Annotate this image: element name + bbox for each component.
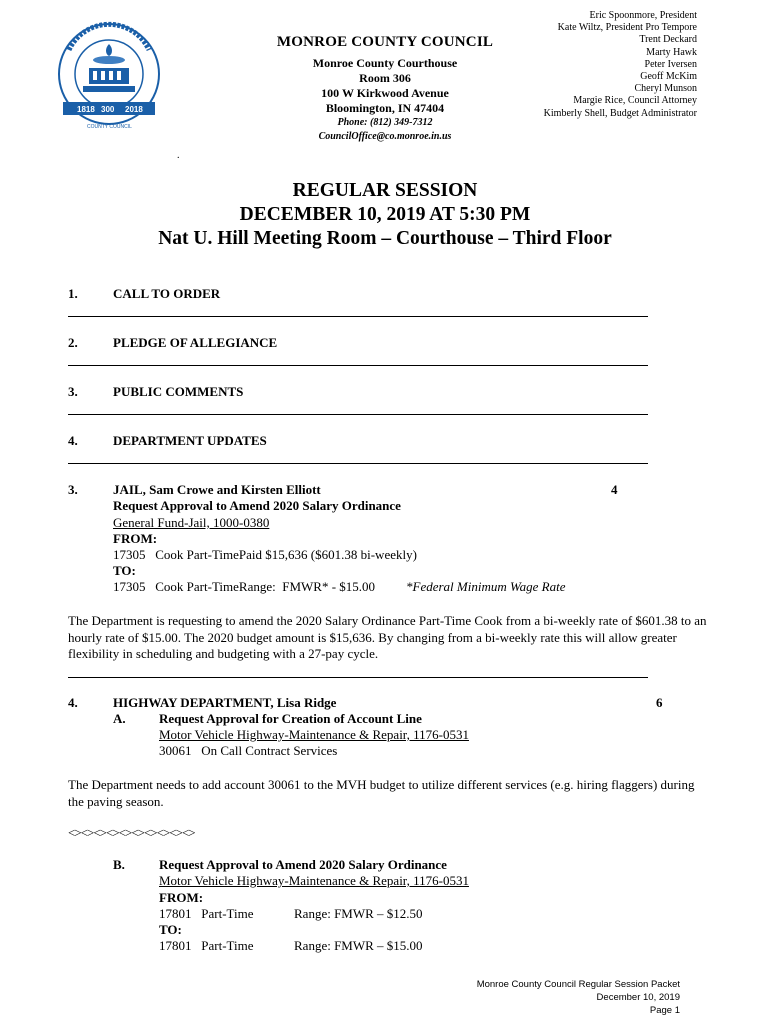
council-name: MONROE COUNTY COUNCIL bbox=[276, 34, 494, 50]
item-heading: HIGHWAY DEPARTMENT, Lisa Ridge bbox=[113, 695, 337, 710]
divider bbox=[68, 365, 648, 366]
stray-dot: . bbox=[177, 150, 180, 161]
highway-description: The Department needs to add account 30061 to the MVH budget to utilize different services (e.g. hiring flaggers) during the paving season. bbox=[68, 777, 695, 809]
item-number: 2. bbox=[68, 335, 78, 350]
divider bbox=[68, 414, 648, 415]
account-line: 30061 On Call Contract Services bbox=[159, 743, 338, 758]
request-title: Request Approval to Amend 2020 Salary Ordinance bbox=[113, 498, 401, 513]
svg-text:2018: 2018 bbox=[125, 105, 143, 114]
from-range: Range: FMWR – $12.50 bbox=[294, 906, 423, 921]
member-name: Marty Hawk bbox=[646, 46, 697, 58]
fund-line: General Fund-Jail, 1000-0380 bbox=[113, 515, 270, 530]
member-name: Margie Rice, Council Attorney bbox=[573, 95, 697, 107]
from-line: 17305 Cook Part-TimePaid $15,636 ($601.38 bi-weekly) bbox=[113, 547, 417, 562]
request-title: Request Approval for Creation of Account Line bbox=[159, 711, 422, 726]
to-range: Range: FMWR – $15.00 bbox=[294, 938, 423, 953]
subitem-letter: B. bbox=[113, 857, 125, 872]
footer-packet-title: Monroe County Council Regular Session Packet bbox=[476, 979, 680, 990]
from-code: 17801 Part-Time bbox=[159, 906, 254, 921]
session-title: REGULAR SESSION bbox=[292, 180, 478, 201]
street-line: 100 W Kirkwood Avenue bbox=[321, 86, 449, 100]
council-members-list bbox=[544, 10, 697, 120]
subitem-letter: A. bbox=[113, 711, 126, 726]
member-name: Kate Wiltz, President Pro Tempore bbox=[557, 22, 697, 34]
item-number: 4. bbox=[68, 695, 78, 710]
divider bbox=[68, 316, 648, 317]
member-name: Kimberly Shell, Budget Administrator bbox=[543, 107, 697, 119]
city-line: Bloomington, IN 47404 bbox=[325, 101, 445, 115]
page-reference: 4 bbox=[611, 482, 618, 497]
session-date: DECEMBER 10, 2019 AT 5:30 PM bbox=[239, 204, 531, 225]
session-location: Nat U. Hill Meeting Room – Courthouse – Third Floor bbox=[158, 228, 612, 249]
from-label: FROM: bbox=[113, 531, 158, 546]
item-number: 3. bbox=[68, 482, 78, 497]
member-name: Geoff McKim bbox=[640, 71, 697, 83]
item-number: 4. bbox=[68, 433, 78, 448]
from-label: FROM: bbox=[159, 890, 204, 905]
item-number: 1. bbox=[68, 286, 78, 301]
council-address-block bbox=[250, 34, 520, 144]
page-footer bbox=[477, 978, 680, 1017]
to-line: 17305 Cook Part-TimeRange: FMWR* - $15.00 bbox=[113, 579, 376, 594]
bicentennial-seal-logo bbox=[55, 20, 163, 135]
separator: <><><><><><><><><><> bbox=[68, 825, 195, 840]
footer-page-number: Page 1 bbox=[649, 1005, 680, 1016]
item-heading: JAIL, Sam Crowe and Kirsten Elliott bbox=[113, 482, 321, 497]
page-reference: 6 bbox=[656, 695, 663, 710]
item-heading: CALL TO ORDER bbox=[113, 286, 221, 301]
member-name: Cheryl Munson bbox=[634, 83, 697, 95]
email-line: CouncilOffice@co.monroe.in.us bbox=[318, 131, 452, 142]
to-label: TO: bbox=[113, 563, 136, 578]
fund-line: Motor Vehicle Highway-Maintenance & Repair, 1176-0531 bbox=[159, 727, 469, 742]
to-code: 17801 Part-Time bbox=[159, 938, 254, 953]
item-number: 3. bbox=[68, 384, 78, 399]
member-name: Eric Spoonmore, President bbox=[589, 10, 697, 21]
wage-rate-note: *Federal Minimum Wage Rate bbox=[406, 579, 566, 594]
to-label: TO: bbox=[159, 922, 182, 937]
courthouse-line: Monroe County Courthouse bbox=[312, 56, 458, 70]
svg-text:COUNTY COUNCIL: COUNTY COUNCIL bbox=[87, 124, 132, 130]
divider bbox=[68, 463, 648, 464]
request-title: Request Approval to Amend 2020 Salary Ordinance bbox=[159, 857, 447, 872]
room-line: Room 306 bbox=[359, 71, 411, 85]
member-name: Peter Iversen bbox=[644, 58, 697, 70]
member-name: Trent Deckard bbox=[639, 34, 697, 46]
phone-line: Phone: (812) 349-7312 bbox=[337, 117, 433, 128]
jail-description: The Department is requesting to amend the 2020 Salary Ordinance Part-Time Cook from a bi-weekly rate of $601.38 to an hourly rate of $15.00. The 2020 budget amount is $15,636. By changing from a bi-weekly rate this will allow greater flexibility in scheduling and budgeting with a 27-pay cycle. bbox=[68, 613, 707, 661]
svg-text:1818: 1818 bbox=[77, 105, 95, 114]
footer-date: December 10, 2019 bbox=[596, 992, 680, 1003]
divider bbox=[68, 677, 648, 678]
item-heading: DEPARTMENT UPDATES bbox=[113, 433, 267, 448]
item-heading: PLEDGE OF ALLEGIANCE bbox=[113, 335, 278, 350]
fund-line: Motor Vehicle Highway-Maintenance & Repair, 1176-0531 bbox=[159, 873, 469, 888]
svg-text:300: 300 bbox=[101, 105, 115, 114]
item-heading: PUBLIC COMMENTS bbox=[113, 384, 244, 399]
